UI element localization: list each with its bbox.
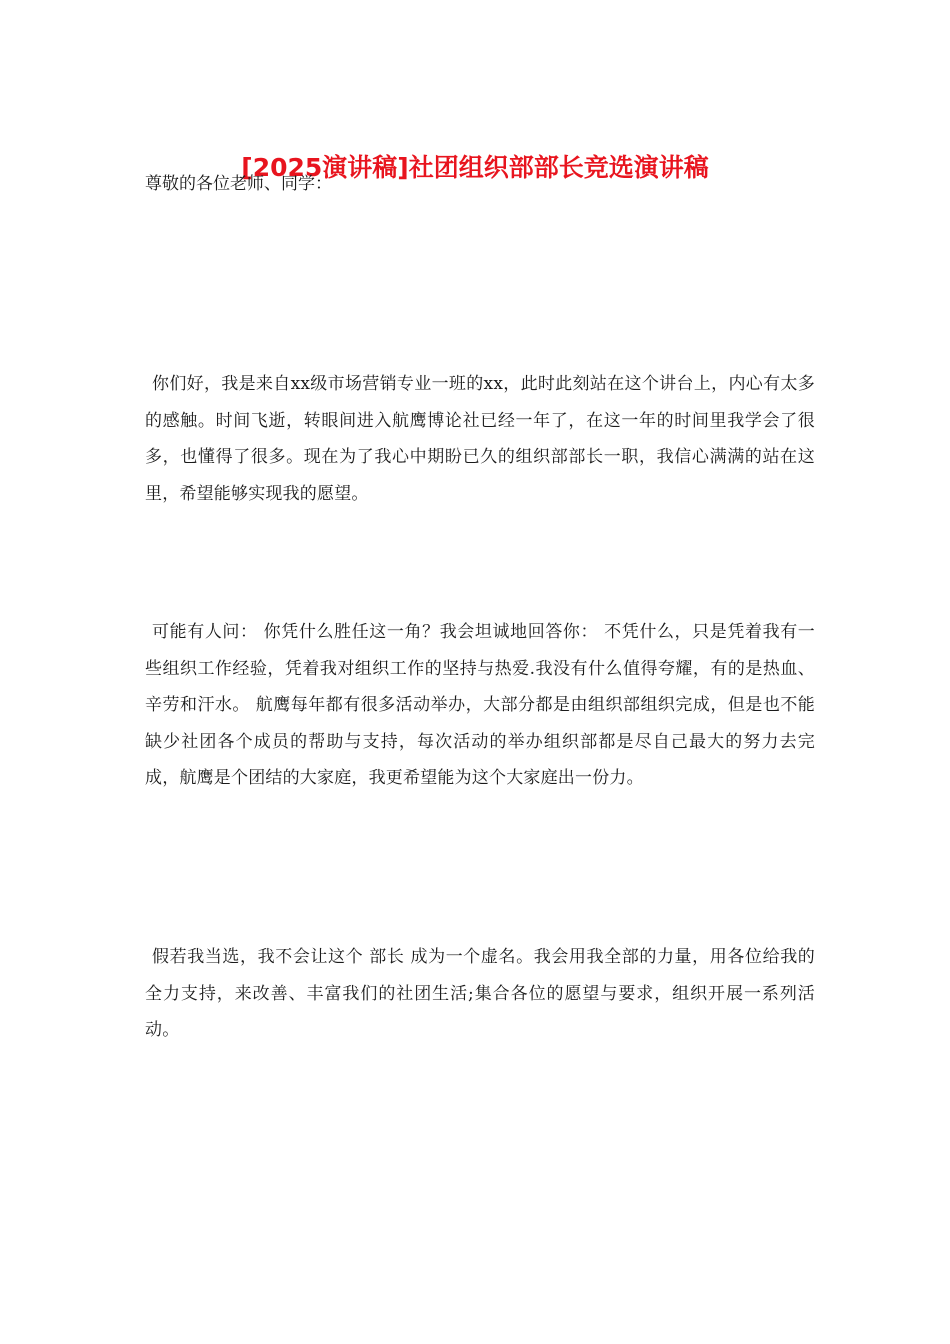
paragraph-intro: 你们好，我是来自xx级市场营销专业一班的xx，此时此刻站在这个讲台上，内心有太多的感触。时间飞逝，转眼间进入航鹰博论社已经一年了，在这一年的时间里我学会了很多，也懂得了很多。现在为了我心中期盼已久的组织部部长一职，我信心满满的站在这里，希望能够实现我的愿望。 — [145, 374, 815, 504]
paragraph-qualification: 可能有人问： 你凭什么胜任这一角？我会坦诚地回答你： 不凭什么，只是凭着我有一些组织工作经验，凭着我对组织工作的坚持与热爱.我没有什么值得夸耀，有的是热血、辛劳和汗水。 航鹰每年都有很多活动举办，大部分都是由组织部组织完成，但是也不能缺少社团各个成员的帮助与支持，每次活动的举办组织部都是尽自己最大的努力去完成，航鹰是个团结的大家庭，我更希望能为这个大家庭出一份力。 — [145, 622, 815, 788]
salutation: 尊敬的各位老师、同学： — [145, 174, 332, 194]
paragraph-pledge: 假若我当选，我不会让这个 部长 成为一个虚名。我会用我全部的力量，用各位给我的全力支持，来改善、丰富我们的社团生活;集合各位的愿望与要求，组织开展一系列活动。 — [145, 947, 815, 1040]
document-title: [2025演讲稿]社团组织部部长竞选演讲稿 — [241, 153, 709, 182]
